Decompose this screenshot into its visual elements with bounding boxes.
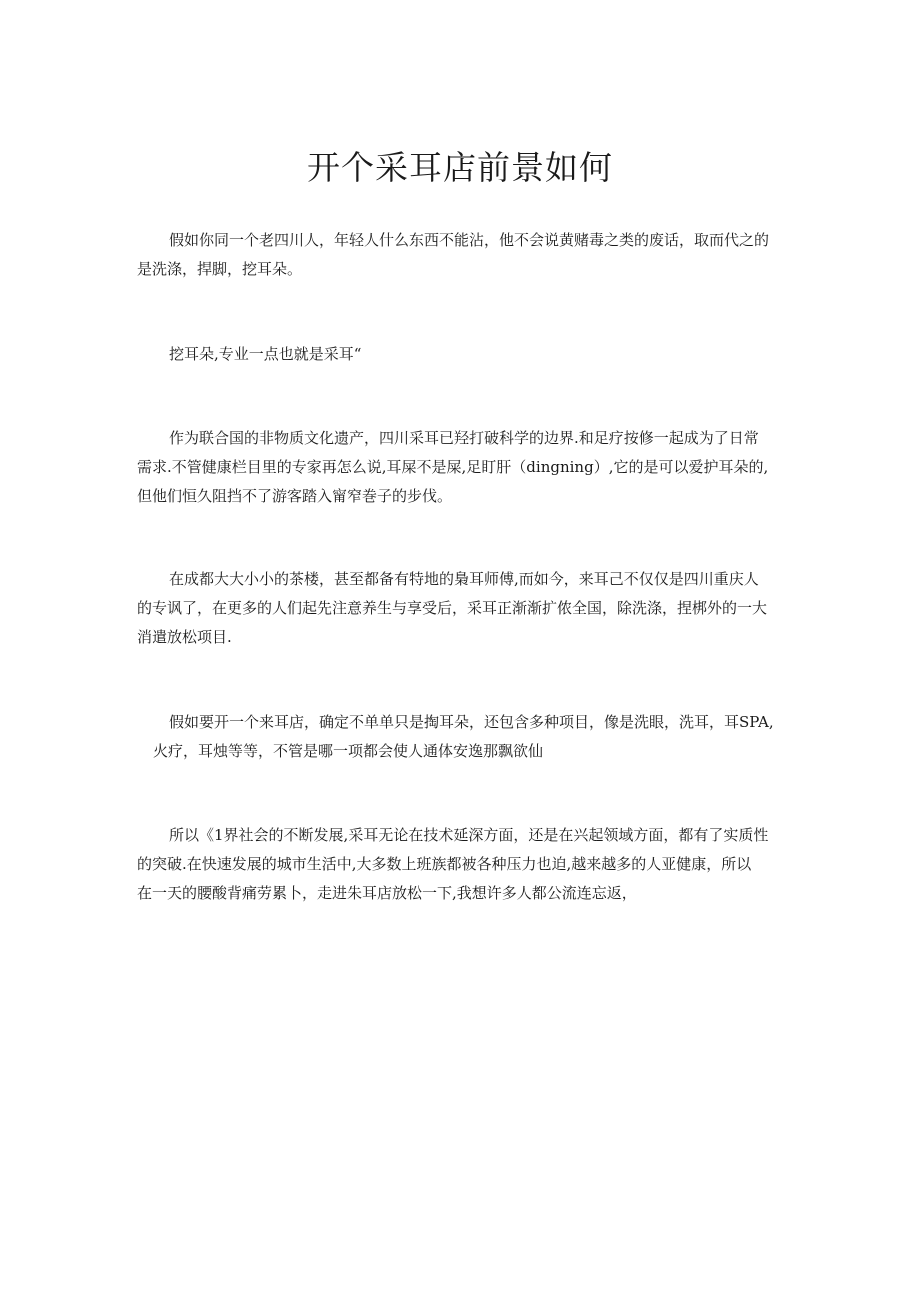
paragraph-line: 是洗涤，捍脚，挖耳朵。 — [137, 260, 303, 278]
paragraph-2 — [137, 340, 785, 369]
paragraph-1 — [137, 226, 785, 284]
paragraph-line: 在成都大大小小的茶楼，甚至都备有特地的梟耳师傅,而如今，来耳己不仅仅是四川重庆人 — [169, 570, 759, 588]
paragraph-line: 火疗，耳烛等等，不管是哪一项都会使人通体安逸那飘欲仙 — [153, 742, 544, 760]
paragraph-line: 消遣放松项目. — [137, 628, 232, 646]
paragraph-5 — [137, 708, 785, 766]
paragraph-line: 但他们恒久阻挡不了游客踏入甯窄巻子的步伐。 — [137, 487, 453, 505]
paragraph-3 — [137, 424, 785, 511]
document-title: 开个采耳店前景如何 — [307, 148, 613, 187]
paragraph-line: 在一天的腰酸背痛劳累卜，走进朱耳店放松一下,我想许多人都公流连忘返， — [137, 884, 637, 902]
paragraph-6 — [137, 821, 785, 908]
paragraph-line: 需求.不管健康栏目里的专家再怎么说,耳屎不是屎,足盯肝（dingning）,它的是可以爱护耳朵的, — [137, 458, 769, 476]
paragraph-line: 的突破.在快速发展的城市生活中,大多数上班族都被各种压力也迫,越来越多的人亚健康，所以 — [137, 855, 752, 873]
paragraph-line: 假如要开一个来耳店，确定不单单只是掏耳朵，还包含多种项目，像是洗眼，洗耳，耳SPA, — [169, 713, 774, 731]
paragraph-line: 所以《1界社会的不断发展,采耳无论在技术延深方面，还是在兴起领域方面，都有了实质性 — [169, 826, 769, 844]
paragraph-line: 作为联合国的非物质文化遗产，四川采耳已羟打破科学的边界.和足疗按修一起成为了日常 — [169, 429, 759, 447]
paragraph-line: 挖耳朵,专业一点也就是采耳“ — [169, 345, 362, 363]
paragraph-4 — [137, 565, 785, 652]
paragraph-line: 假如你同一个老四川人，年轻人什么东西不能沾，他不会说黄赌毒之类的废话，取而代之的 — [169, 231, 770, 249]
paragraph-line: 的专讽了，在更多的人们起先注意养生与享受后，采耳正渐渐扩侬全国，除洗涤，捏梆外的一大 — [137, 599, 768, 617]
